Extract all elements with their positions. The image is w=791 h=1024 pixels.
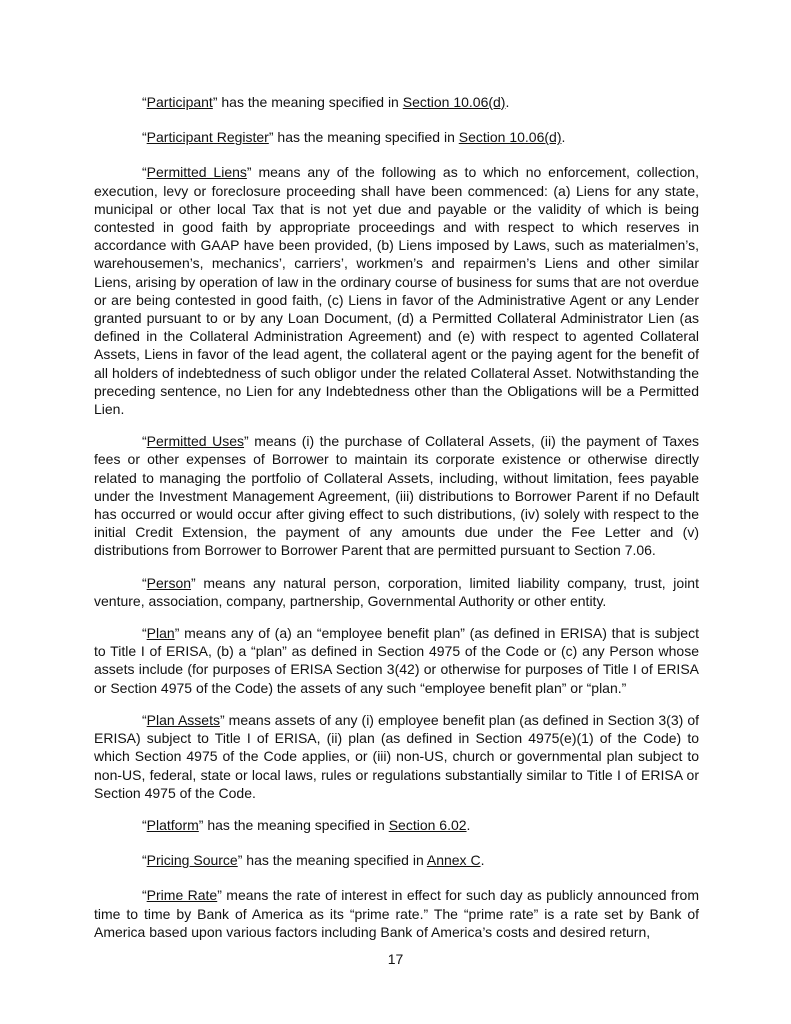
- close-quote: ”: [219, 711, 229, 728]
- close-quote: ”: [191, 574, 204, 591]
- open-quote: “: [142, 94, 147, 110]
- open-quote: “: [142, 816, 147, 833]
- open-quote: “: [142, 164, 147, 181]
- definition-person: [94, 574, 699, 610]
- defined-term: Participant: [146, 94, 213, 110]
- definition-body: has the meaning specified in: [277, 129, 459, 146]
- close-quote: ”: [174, 625, 185, 642]
- definition-body: has the meaning specified in: [246, 852, 427, 869]
- definition-plan-assets: [94, 711, 699, 802]
- defined-term: Participant Register: [146, 129, 269, 146]
- open-quote: “: [142, 887, 147, 904]
- close-quote: ”: [246, 164, 259, 181]
- definition-prime-rate: [94, 886, 699, 941]
- definition-body: means assets of any (i) employee benefit plan (as defined in Section 3(3) of ERISA) subject to Title I of ERISA, (ii) plan (as defined in Section 4975(e)(1) of the Code) to which Section 4975 of the Code applies, or (iii) non-US, church or governmental plan subject to non-US, federal, state or local laws, rules or regulations substantially similar to Title I of ERISA or Section 4975 of the Code.: [94, 711, 699, 801]
- defined-term: Person: [146, 574, 192, 591]
- definition-permitted-uses: [94, 432, 699, 559]
- definition-body: means any natural person, corporation, limited liability company, trust, joint venture, association, company, partnership, Governmental Authority or other entity.: [94, 574, 699, 609]
- definition-body: has the meaning specified in: [221, 94, 403, 110]
- section-reference: Section 10.06(d): [458, 129, 562, 146]
- open-quote: “: [142, 433, 147, 450]
- defined-term: Permitted Liens: [146, 164, 247, 181]
- close-quote: ”: [237, 852, 247, 869]
- close-quote: ”: [244, 433, 255, 450]
- definition-body: has the meaning specified in: [207, 816, 389, 833]
- definition-participant-register: [94, 128, 699, 146]
- definition-body: means any of the following as to which no enforcement, collection, execution, levy or foreclosure proceeding shall have been commenced: (a) Liens for any state, municipal or other local Tax that is not yet due and payable or the validity of which is being contested in good faith by appropriate proceedings and with respect to which reserves in accordance with GAAP have been provided, (b) Liens imposed by Laws, such as materialmen’s, warehousemen’s, mechanics’, carriers’, workmen’s and repairmen’s Liens and other similar Liens, arising by operation of law in the ordinary course of business for sums that are not overdue or are being contested in good faith, (c) Liens in favor of the Administrative Agent or any Lender granted pursuant to or by any Loan Document, (d) a Permitted Collateral Administrator Lien (as defined in the Collateral Administration Agreement) and (e) with respect to agented Collateral Assets, Liens in favor of the lead agent, the collateral agent or the paying agent for the benefit of all holders of indebtedness of such obligor under the related Collateral Asset. Notwithstanding the preceding sentence, no Lien for any Indebtedness other than the Obligations will be a Permitted Lien.: [94, 164, 699, 418]
- definitions-section: [94, 93, 699, 955]
- close-quote: ”: [217, 887, 227, 904]
- definition-tail: .: [480, 852, 485, 869]
- definition-platform: [94, 816, 699, 834]
- definition-tail: .: [505, 94, 510, 110]
- defined-term: Pricing Source: [146, 852, 238, 869]
- definition-tail: .: [561, 129, 566, 146]
- definition-body: means the rate of interest in effect for such day as publicly announced from time to time by Bank of America as its “prime rate.” The “prime rate” is a rate set by Bank of America based upon various factors including Bank of America’s costs and desired return,: [94, 887, 699, 940]
- open-quote: “: [142, 574, 147, 591]
- close-quote: ”: [268, 129, 278, 146]
- section-reference: Section 10.06(d): [402, 94, 506, 110]
- defined-term: Prime Rate: [146, 887, 218, 904]
- definition-participant: [94, 93, 699, 111]
- definition-plan: [94, 624, 699, 697]
- defined-term: Plan Assets: [146, 711, 220, 728]
- defined-term: Platform: [146, 816, 199, 833]
- definition-body: means any of (a) an “employee benefit plan” (as defined in ERISA) that is subject to Title I of ERISA, (b) a “plan” as defined in Section 4975 of the Code or (c) any Person whose assets include (for purposes of ERISA Section 3(42) or otherwise for purposes of Title I of ERISA or Section 4975 of the Code) the assets of any such “employee benefit plan” or “plan.”: [94, 625, 699, 696]
- defined-term: Permitted Uses: [146, 433, 244, 450]
- open-quote: “: [142, 852, 147, 869]
- open-quote: “: [142, 129, 147, 146]
- definition-pricing-source: [94, 851, 699, 869]
- definition-permitted-liens: [94, 163, 699, 418]
- open-quote: “: [142, 711, 147, 728]
- annex-reference: Annex C: [426, 852, 481, 869]
- definition-body: means (i) the purchase of Collateral Assets, (ii) the payment of Taxes fees or other expenses of Borrower to maintain its corporate existence or otherwise directly related to managing the portfolio of Collateral Assets, including, without limitation, fees payable under the Investment Management Agreement, (iii) distributions to Borrower Parent if no Default has occurred or would occur after giving effect to such distributions, (iv) solely with respect to the initial Credit Extension, the payment of any amounts due under the Fee Letter and (v) distributions from Borrower to Borrower Parent that are permitted pursuant to Section 7.06.: [94, 433, 699, 559]
- section-reference: Section 6.02: [388, 816, 467, 833]
- page-number: 17: [387, 951, 404, 967]
- close-quote: ”: [212, 94, 222, 110]
- defined-term: Plan: [146, 625, 175, 642]
- open-quote: “: [142, 625, 147, 642]
- close-quote: ”: [198, 816, 208, 833]
- definition-tail: .: [466, 816, 471, 833]
